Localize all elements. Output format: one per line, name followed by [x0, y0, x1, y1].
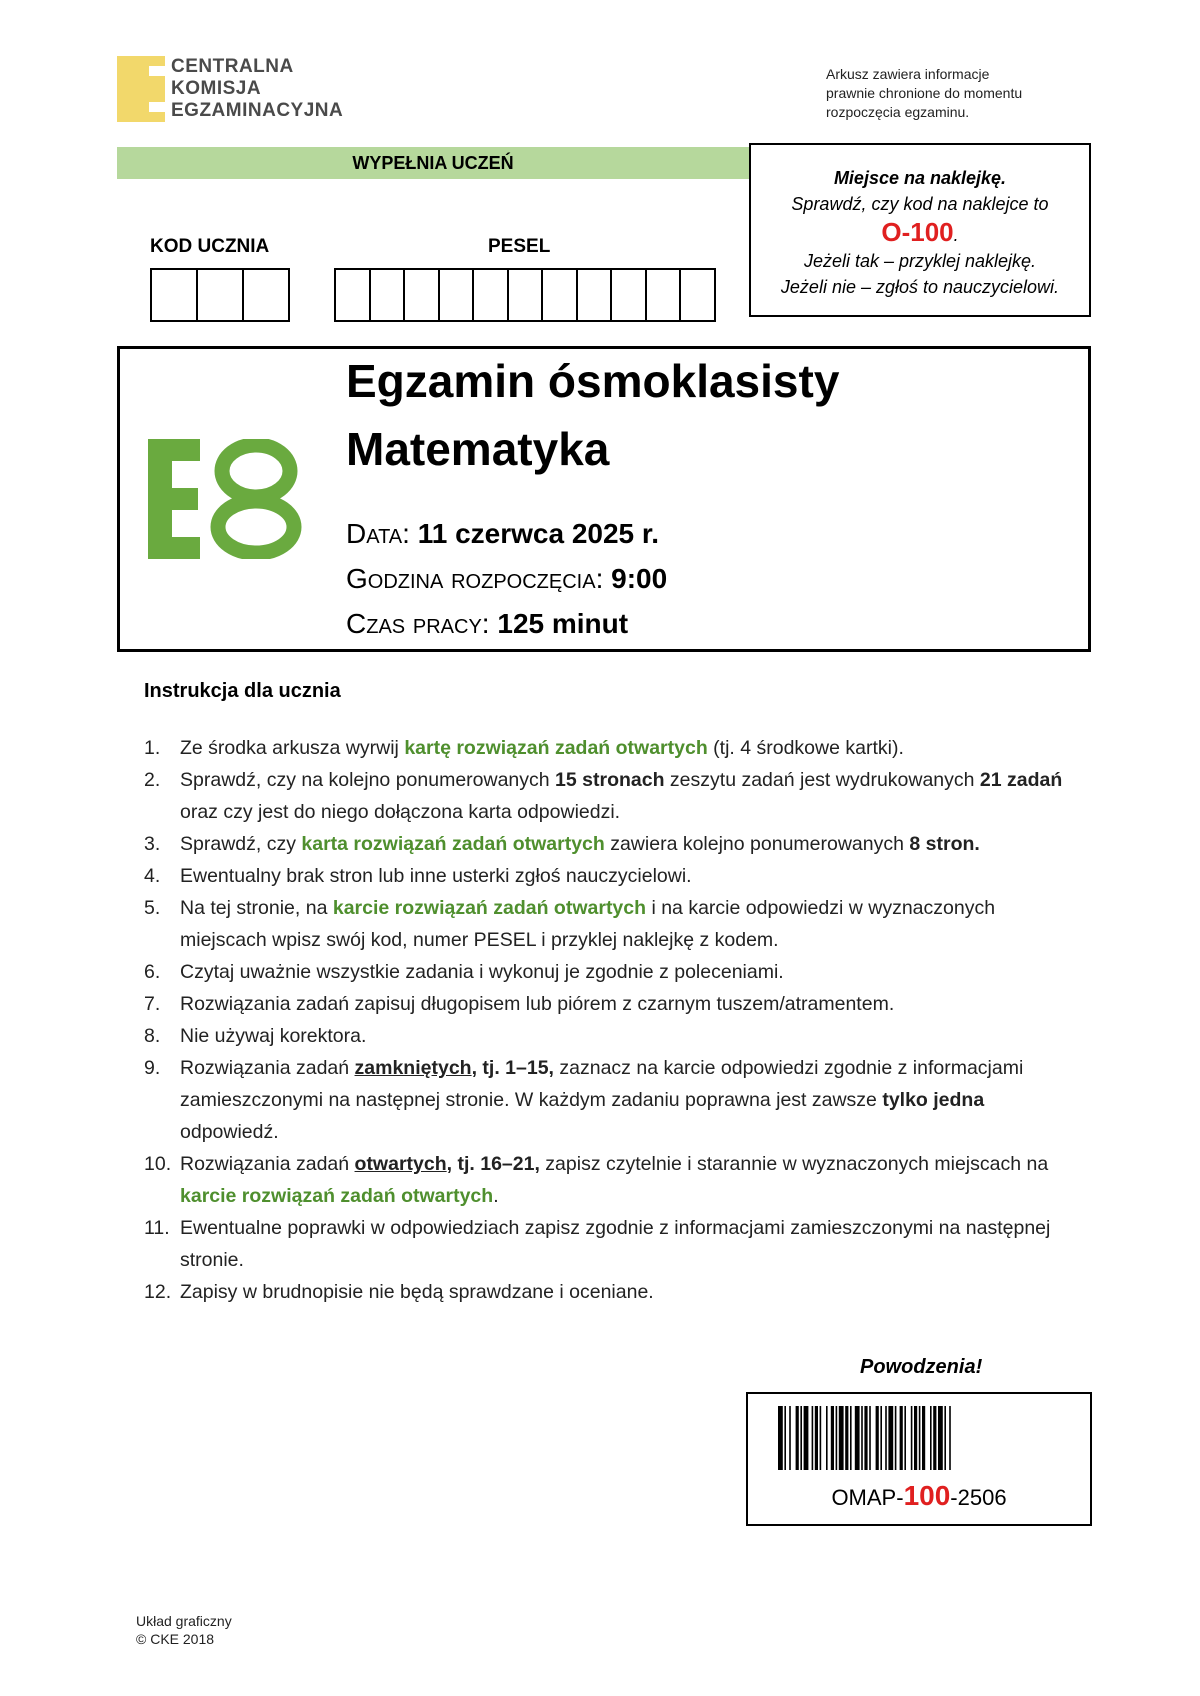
sticker-code: O-100 [881, 217, 954, 247]
instruction-text: Nie używaj korektora. [180, 1025, 367, 1047]
pesel-label: PESEL [488, 236, 551, 257]
cke-logo-text: CENTRALNA KOMISJA EGZAMINACYJNA [171, 56, 344, 121]
kod-ucznia-box[interactable] [244, 270, 288, 320]
instruction-item [144, 1148, 1084, 1212]
barcode-icon [778, 1406, 1064, 1476]
pesel-box[interactable] [578, 270, 613, 320]
pesel-box[interactable] [474, 270, 509, 320]
instruction-number: 8. [144, 1025, 161, 1047]
pesel-box[interactable] [612, 270, 647, 320]
exam-subject: Matematyka [346, 423, 610, 475]
instruction-item [144, 732, 1084, 764]
barcode-box [746, 1392, 1092, 1526]
instruction-text: Ewentualny brak stron lub inne usterki zgłoś nauczycielowi. [180, 865, 692, 887]
pesel-box[interactable] [405, 270, 440, 320]
instruction-text: Na tej stronie, na karcie rozwiązań zadań otwartych i na karcie odpowiedzi w wyznaczonych miejscach wpisz swój kod, numer PESEL i przyklej naklejkę z kodem. [180, 897, 996, 951]
instruction-item [144, 892, 1084, 956]
pesel-box[interactable] [681, 270, 714, 320]
instruction-text: Sprawdź, czy karta rozwiązań zadań otwartych zawiera kolejno ponumerowanych 8 stron. [180, 833, 980, 855]
sticker-area: Miejsce na naklejkę. Sprawdź, czy kod na naklejce to O-100. Jeżeli tak – przyklej naklejkę. Jeżeli nie – zgłoś to nauczycielowi. [749, 143, 1091, 317]
instruction-text: Sprawdź, czy na kolejno ponumerowanych 15 stronach zeszytu zadań jest wydrukowanych 21 zadań oraz czy jest do niego dołączona karta odpowiedzi. [180, 769, 1063, 823]
instruction-number: 2. [144, 769, 161, 791]
instruction-text: Ewentualne poprawki w odpowiedziach zapisz zgodnie z informacjami zamieszczonymi na następnej stronie. [180, 1217, 1051, 1271]
instruction-text: Ze środka arkusza wyrwij kartę rozwiązań zadań otwartych (tj. 4 środkowe kartki). [180, 737, 904, 759]
instruction-text: Rozwiązania zadań zamkniętych, tj. 1–15, zaznacz na karcie odpowiedzi zgodnie z informacjami zamieszczonymi na następnej stronie. W każdym zadaniu poprawna jest zawsze tylko jedna odpowiedź. [180, 1057, 1024, 1143]
exam-duration: Czas pracy: 125 minut [346, 608, 629, 639]
sticker-line3: Jeżeli nie – zgłoś to nauczycielowi. [780, 277, 1060, 297]
sticker-line2: Jeżeli tak – przyklej naklejkę. [803, 251, 1037, 271]
instruction-item [144, 1276, 1084, 1308]
exam-start-time: Godzina rozpoczęcia: 9:00 [346, 563, 668, 594]
instructions-title: Instrukcja dla ucznia [144, 680, 341, 702]
pesel-box[interactable] [371, 270, 406, 320]
instruction-text: Rozwiązania zadań zapisuj długopisem lub piórem z czarnym tuszem/atramentem. [180, 993, 895, 1015]
kod-ucznia-input[interactable] [150, 268, 290, 322]
good-luck-text: Powodzenia! [860, 1356, 983, 1378]
cke-logo [117, 56, 343, 122]
footer: Układ graficzny © CKE 2018 [136, 1613, 232, 1647]
pesel-box[interactable] [440, 270, 475, 320]
cke-logo-mark [117, 56, 165, 122]
pesel-box[interactable] [509, 270, 544, 320]
pesel-box[interactable] [336, 270, 371, 320]
instruction-item [144, 988, 1084, 1020]
exam-title: Egzamin ósmoklasisty [346, 355, 840, 407]
sticker-title: Miejsce na naklejkę. [833, 168, 1007, 188]
instruction-number: 5. [144, 897, 161, 919]
instruction-item [144, 764, 1084, 828]
instruction-number: 6. [144, 961, 161, 983]
e8-logo-icon [148, 439, 308, 559]
pesel-box[interactable] [647, 270, 682, 320]
instruction-number: 4. [144, 865, 161, 887]
instruction-item [144, 828, 1084, 860]
instruction-text: Czytaj uważnie wszystkie zadania i wykonuj je zgodnie z poleceniami. [180, 961, 784, 983]
instruction-item [144, 1020, 1084, 1052]
instruction-number: 3. [144, 833, 161, 855]
student-section-title: WYPEŁNIA UCZEŃ [117, 147, 749, 179]
instruction-number: 9. [144, 1057, 161, 1079]
sticker-line1: Sprawdź, czy kod na naklejce to [791, 194, 1049, 214]
instruction-number: 10. [144, 1153, 172, 1175]
instruction-text: Zapisy w brudnopisie nie będą sprawdzane i oceniane. [180, 1281, 654, 1303]
kod-ucznia-box[interactable] [198, 270, 244, 320]
instruction-item [144, 1052, 1084, 1148]
instructions-list [144, 732, 1084, 1308]
kod-ucznia-label: KOD UCZNIA [150, 236, 270, 257]
instruction-item [144, 956, 1084, 988]
pesel-box[interactable] [543, 270, 578, 320]
instruction-number: 7. [144, 993, 161, 1015]
instruction-number: 12. [144, 1281, 172, 1303]
instruction-item [144, 1212, 1084, 1276]
kod-ucznia-box[interactable] [152, 270, 198, 320]
instruction-number: 11. [144, 1217, 170, 1239]
exam-date: Data: 11 czerwca 2025 r. [346, 518, 660, 549]
confidential-notice: Arkusz zawiera informacje prawnie chronione do momentu rozpoczęcia egzaminu. [826, 66, 1023, 120]
instruction-text: Rozwiązania zadań otwartych, tj. 16–21, zapisz czytelnie i starannie w wyznaczonych miejscach na karcie rozwiązań zadań otwartych. [180, 1153, 1049, 1207]
instruction-item [144, 860, 1084, 892]
pesel-input[interactable] [334, 268, 716, 322]
instruction-number: 1. [144, 737, 161, 759]
barcode-code: OMAP-100-2506 [831, 1480, 1007, 1511]
